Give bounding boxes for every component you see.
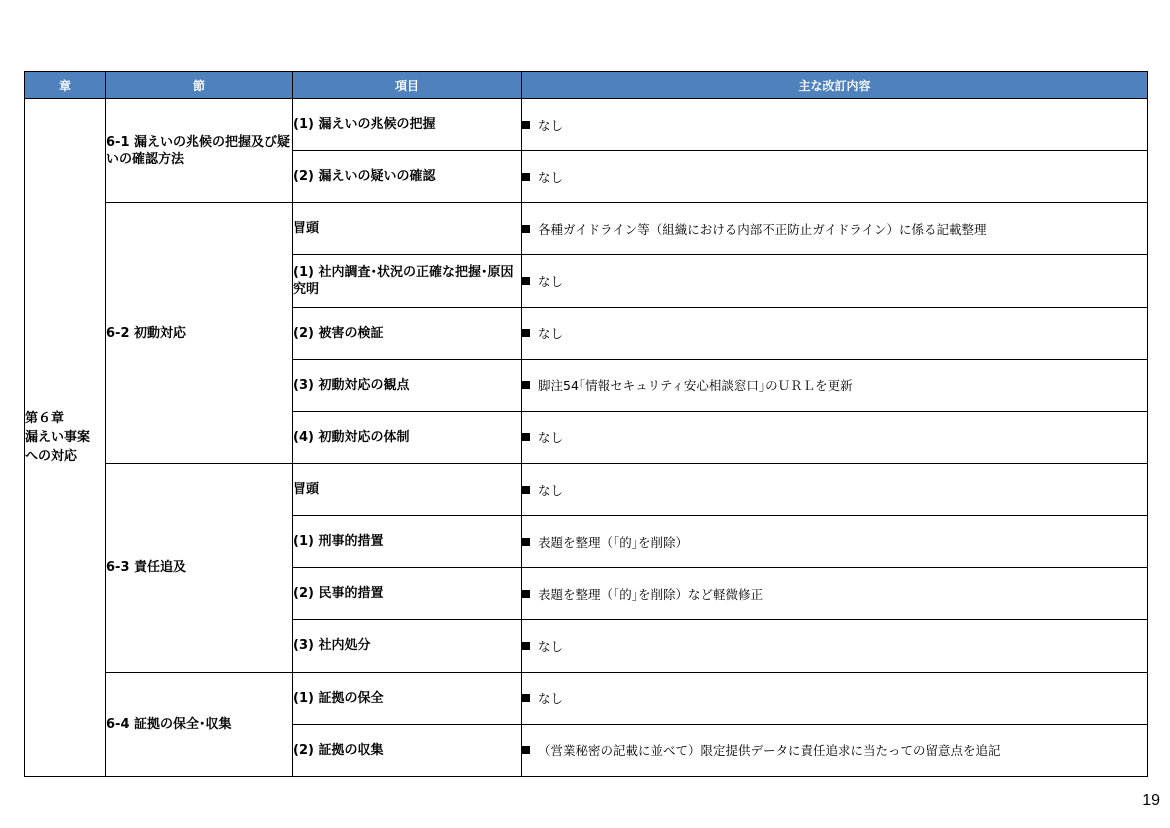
content-cell: [522, 724, 1148, 776]
header-row: [25, 72, 1148, 99]
bullet-square-icon: [522, 538, 530, 546]
page-number: 19: [1142, 792, 1160, 809]
table-row: [25, 99, 1148, 151]
item-cell: (4) 初動対応の体制: [293, 411, 522, 463]
header-section: 節: [106, 72, 293, 99]
content-text: 表題を整理（｢的｣を削除）: [538, 534, 689, 550]
content-text: 脚注54｢情報セキュリティ安心相談窓口｣のＵＲＬを更新: [538, 378, 853, 394]
item-cell: (2) 証拠の収集: [293, 724, 522, 776]
table-row: [25, 672, 1148, 724]
content-cell: [522, 151, 1148, 203]
chapter-line-3: への対応: [25, 449, 78, 464]
content-text: なし: [538, 691, 564, 707]
content-text: なし: [538, 430, 564, 446]
content-text: （営業秘密の記載に並べて）限定提供データに責任追求に当たっての留意点を追記: [538, 743, 1001, 759]
content-cell: [522, 411, 1148, 463]
content-text: なし: [538, 117, 564, 133]
bullet-square-icon: [522, 746, 530, 754]
content-cell: [522, 568, 1148, 620]
content-cell: [522, 463, 1148, 515]
content-text: なし: [538, 638, 564, 654]
content-cell: [522, 203, 1148, 255]
content-text: なし: [538, 326, 564, 342]
header-item: 項目: [293, 72, 522, 99]
bullet-square-icon: [522, 590, 530, 598]
item-cell: (1) 証拠の保全: [293, 672, 522, 724]
content-text: なし: [538, 482, 564, 498]
bullet-square-icon: [522, 173, 530, 181]
item-cell: (2) 被害の検証: [293, 307, 522, 359]
bullet-square-icon: [522, 486, 530, 494]
item-cell: (3) 社内処分: [293, 620, 522, 672]
bullet-square-icon: [522, 381, 530, 389]
content-cell: [522, 620, 1148, 672]
section-cell: 6-2 初動対応: [106, 203, 293, 464]
content-text: なし: [538, 169, 564, 185]
item-cell: (2) 漏えいの疑いの確認: [293, 151, 522, 203]
item-cell: (1) 刑事的措置: [293, 516, 522, 568]
bullet-square-icon: [522, 694, 530, 702]
item-cell: 冒頭: [293, 203, 522, 255]
content-cell: [522, 307, 1148, 359]
header-content: 主な改訂内容: [522, 72, 1148, 99]
section-cell: 6-3 責任追及: [106, 463, 293, 672]
bullet-square-icon: [522, 277, 530, 285]
table-row: [25, 463, 1148, 515]
bullet-square-icon: [522, 329, 530, 337]
section-cell: 6-1 漏えいの兆候の把握及び疑いの確認方法: [106, 99, 293, 203]
item-cell: (3) 初動対応の観点: [293, 359, 522, 411]
bullet-square-icon: [522, 121, 530, 129]
section-cell: 6-4 証拠の保全･収集: [106, 672, 293, 776]
bullet-square-icon: [522, 433, 530, 441]
bullet-square-icon: [522, 225, 530, 233]
table-row: [25, 203, 1148, 255]
item-cell: 冒頭: [293, 463, 522, 515]
item-cell: (1) 漏えいの兆候の把握: [293, 99, 522, 151]
content-cell: [522, 359, 1148, 411]
header-chapter: 章: [25, 72, 106, 99]
content-cell: [522, 255, 1148, 307]
content-cell: [522, 672, 1148, 724]
content-text: 各種ガイドライン等（組織における内部不正防止ガイドライン）に係る記載整理: [538, 221, 987, 237]
item-cell: (2) 民事的措置: [293, 568, 522, 620]
content-cell: [522, 516, 1148, 568]
revision-table: [24, 71, 1148, 777]
content-cell: [522, 99, 1148, 151]
chapter-cell: [25, 99, 106, 777]
item-cell: (1) 社内調査･状況の正確な把握･原因究明: [293, 255, 522, 307]
content-text: 表題を整理（｢的｣を削除）など軽微修正: [538, 586, 764, 602]
chapter-line-1: 第６章: [25, 411, 65, 426]
bullet-square-icon: [522, 642, 530, 650]
content-text: なし: [538, 273, 564, 289]
chapter-line-2: 漏えい事案: [25, 430, 91, 445]
